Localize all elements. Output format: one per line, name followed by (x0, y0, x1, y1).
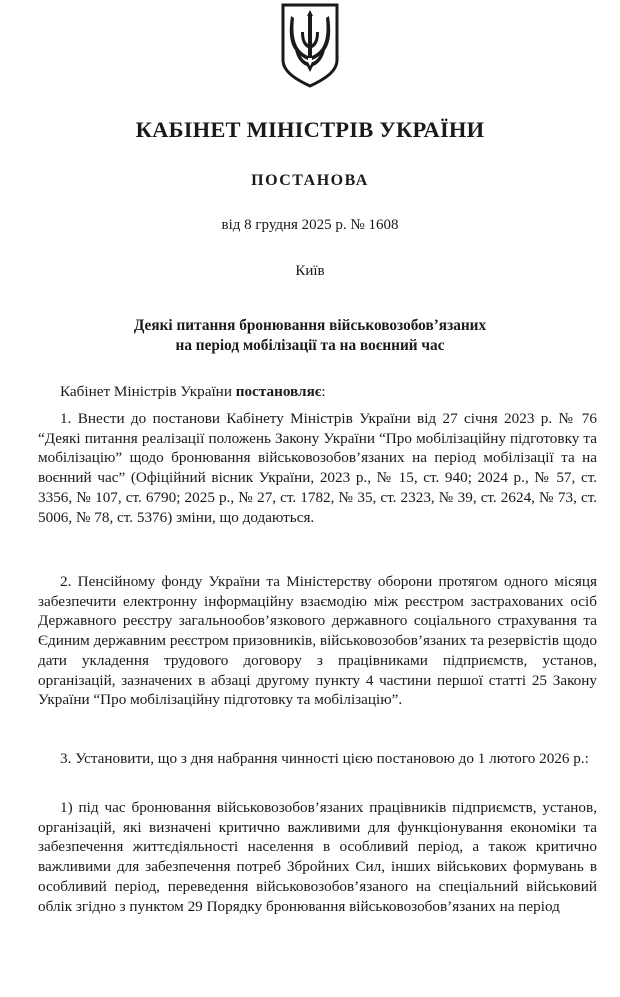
organization-name: КАБІНЕТ МІНІСТРІВ УКРАЇНИ (135, 117, 485, 142)
date-and-number: від 8 грудня 2025 р. № 1608 (221, 217, 399, 233)
paragraph-3 (38, 749, 597, 769)
paragraph-1 (38, 409, 597, 527)
title-line-2: на період мобілізації та на воєнний час (175, 337, 445, 354)
intro-text: Кабінет Міністрів України (60, 383, 236, 400)
intro-verb: постановляє (235, 383, 322, 400)
tryzub-emblem-icon (279, 2, 341, 88)
city: Київ (295, 263, 325, 279)
title-line-1: Деякі питання бронювання військовозобов’язаних (133, 317, 487, 334)
document-title (0, 316, 620, 356)
paragraph-2 (38, 572, 597, 710)
paragraph-text: 1) під час бронювання військовозобов’язаних працівників підприємств, установ, організацій, які визначені критично важливими для функціонування економіки та забезпечення життєдіяльності населення в особливий період, а також критично важливими для забезпечення потреб Збройних Сил, інших військових формувань в особливий період, переведення військовозобов’язаного на спеціальний військовий облік згідно з пунктом 29 Порядку бронювання військовозобов’язаних на період (38, 799, 597, 915)
intro-paragraph (38, 382, 597, 402)
document-type: ПОСТАНОВА (251, 172, 369, 189)
paragraph-text: 3. Установити, що з дня набрання чинності цією постановою до 1 лютого 2026 р.: (60, 750, 589, 767)
intro-colon: : (321, 383, 326, 400)
paragraph-text: 2. Пенсійному фонду України та Міністерству оборони протягом одного місяця забезпечити електронну інформаційну взаємодію між реєстром застрахованих осіб Державного реєстру загальнообов’язкового державного соціального страхування та Єдиним державним реєстром призовників, військовозобов’язаних та резервістів щодо дати укладення трудового договору з працівниками підприємств, установ, організацій, зазначених в абзаці другому пункту 4 частини першої статті 25 Закону України “Про мобілізаційну підготовку та мобілізацію”. (38, 573, 597, 709)
paragraph-text: 1. Внести до постанови Кабінету Міністрів України від 27 січня 2023 р. № 76 “Деякі питання реалізації положень Закону України “Про мобілізаційну підготовку та мобілізацію” щодо бронювання військовозобов’язаних на період мобілізації та на воєнний час” (Офіційний вісник України, 2023 р., № 15, ст. 940; 2024 р., № 57, ст. 3356, № 107, ст. 6790; 2025 р., № 27, ст. 1782, № 35, ст. 2323, № 39, ст. 2624, № 73, ст. 5006, № 78, ст. 5376) зміни, що додаються. (38, 410, 597, 526)
paragraph-3-subitem-1 (38, 798, 597, 916)
